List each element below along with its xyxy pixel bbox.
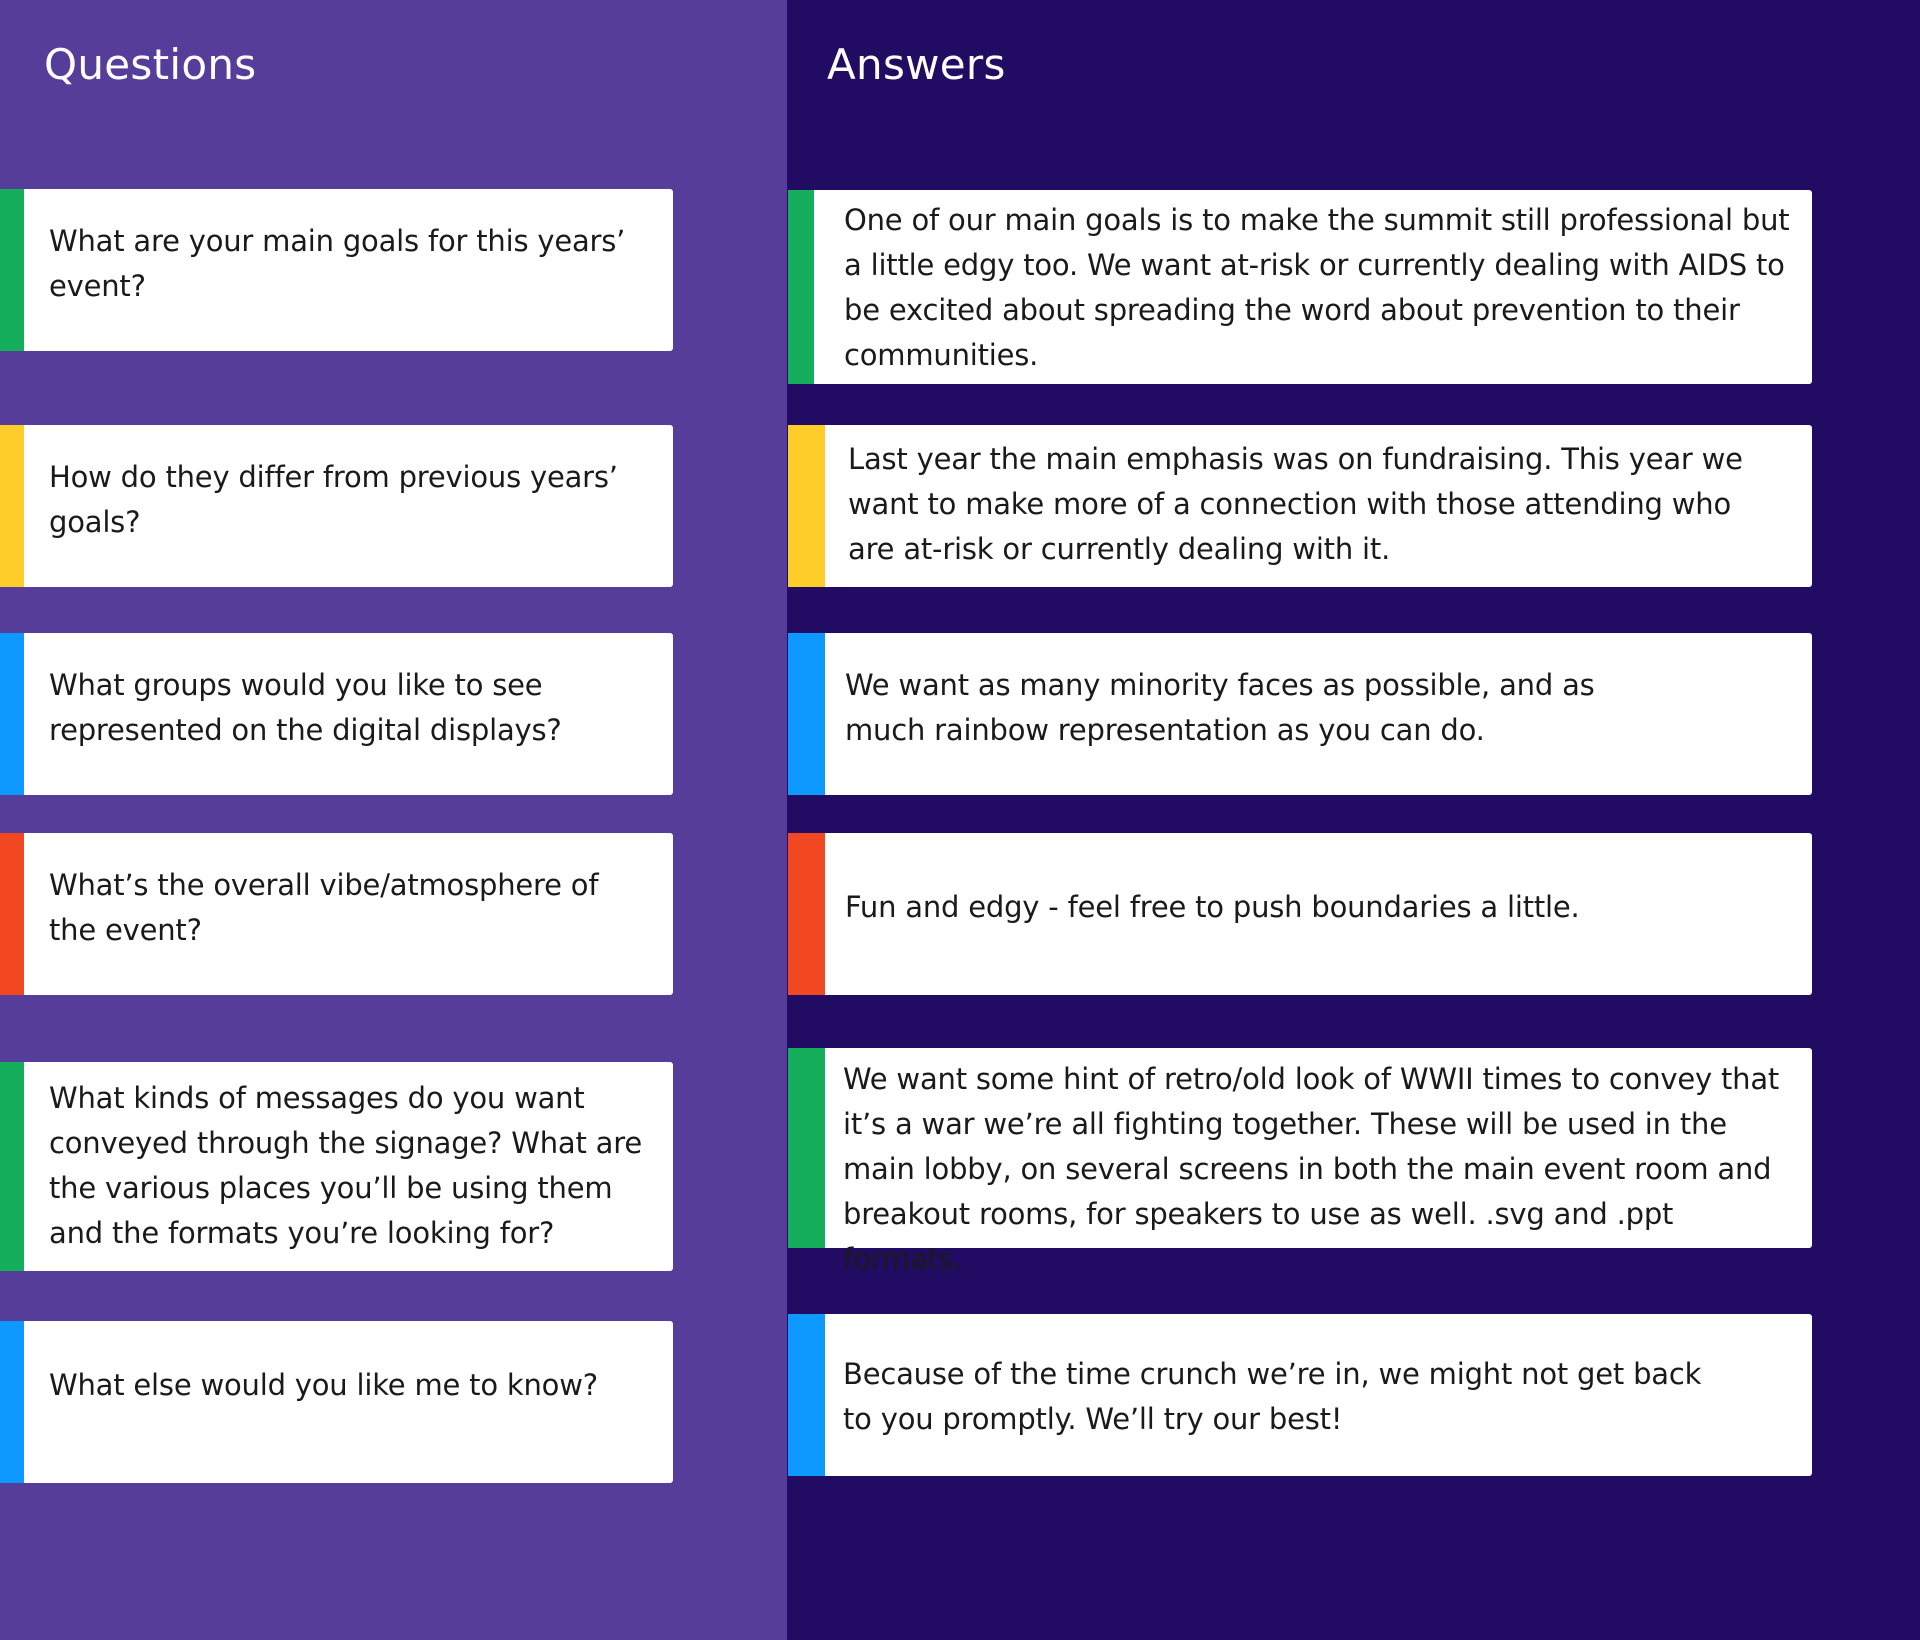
answer-text: We want some hint of retro/old look of WWII times to convey that it’s a war we’re all fighting together. These will be used in the main lobby, on several screens in both the main event room and breakout rooms, for speakers to use as well. .svg and .ppt formats. <box>843 1062 1780 1276</box>
question-text: What kinds of messages do you want conveyed through the signage? What are the various places you’ll be using them and the formats you’re looking for? <box>49 1081 642 1250</box>
card-accent-bar <box>788 425 825 587</box>
question-card-groups[interactable] <box>0 633 673 795</box>
answer-text: One of our main goals is to make the summit still professional but a little edgy too. We want at-risk or currently dealing with AIDS to be excited about spreading the word about prevention to their communities. <box>844 203 1790 372</box>
questions-title: Questions <box>44 40 257 89</box>
answer-card-else[interactable] <box>788 1314 1812 1476</box>
question-card-differences[interactable] <box>0 425 673 587</box>
question-text: How do they differ from previous years’ goals? <box>49 460 618 539</box>
answer-text: We want as many minority faces as possible, and as much rainbow representation as you can do. <box>845 668 1595 747</box>
card-accent-bar <box>0 189 24 351</box>
card-accent-bar <box>788 1314 825 1476</box>
question-card-messages[interactable] <box>0 1062 673 1271</box>
question-text: What else would you like me to know? <box>49 1368 598 1402</box>
card-accent-bar <box>0 1062 24 1271</box>
card-accent-bar <box>788 633 825 795</box>
answer-text: Because of the time crunch we’re in, we might not get back to you promptly. We’ll try our best! <box>843 1357 1702 1436</box>
question-card-vibe[interactable] <box>0 833 673 995</box>
question-card-else[interactable] <box>0 1321 673 1483</box>
question-text: What are your main goals for this years’ event? <box>49 224 626 303</box>
card-accent-bar <box>0 633 24 795</box>
answers-title: Answers <box>827 40 1006 89</box>
card-accent-bar <box>788 190 814 384</box>
answer-card-groups[interactable] <box>788 633 1812 795</box>
answer-card-goals[interactable] <box>788 190 1812 384</box>
answer-text: Fun and edgy - feel free to push boundaries a little. <box>845 890 1580 924</box>
answer-text: Last year the main emphasis was on fundraising. This year we want to make more of a connection with those attending who are at-risk or currently dealing with it. <box>848 442 1743 566</box>
answer-card-messages[interactable] <box>788 1048 1812 1276</box>
question-text: What groups would you like to see represented on the digital displays? <box>49 668 562 747</box>
answer-card-vibe[interactable] <box>788 833 1812 995</box>
question-card-goals[interactable] <box>0 189 673 351</box>
question-text: What’s the overall vibe/atmosphere of the event? <box>49 868 599 947</box>
card-accent-bar <box>788 1048 825 1248</box>
card-accent-bar <box>0 1321 24 1483</box>
answer-card-differences[interactable] <box>788 425 1812 587</box>
card-accent-bar <box>0 833 24 995</box>
card-accent-bar <box>0 425 24 587</box>
card-accent-bar <box>788 833 825 995</box>
